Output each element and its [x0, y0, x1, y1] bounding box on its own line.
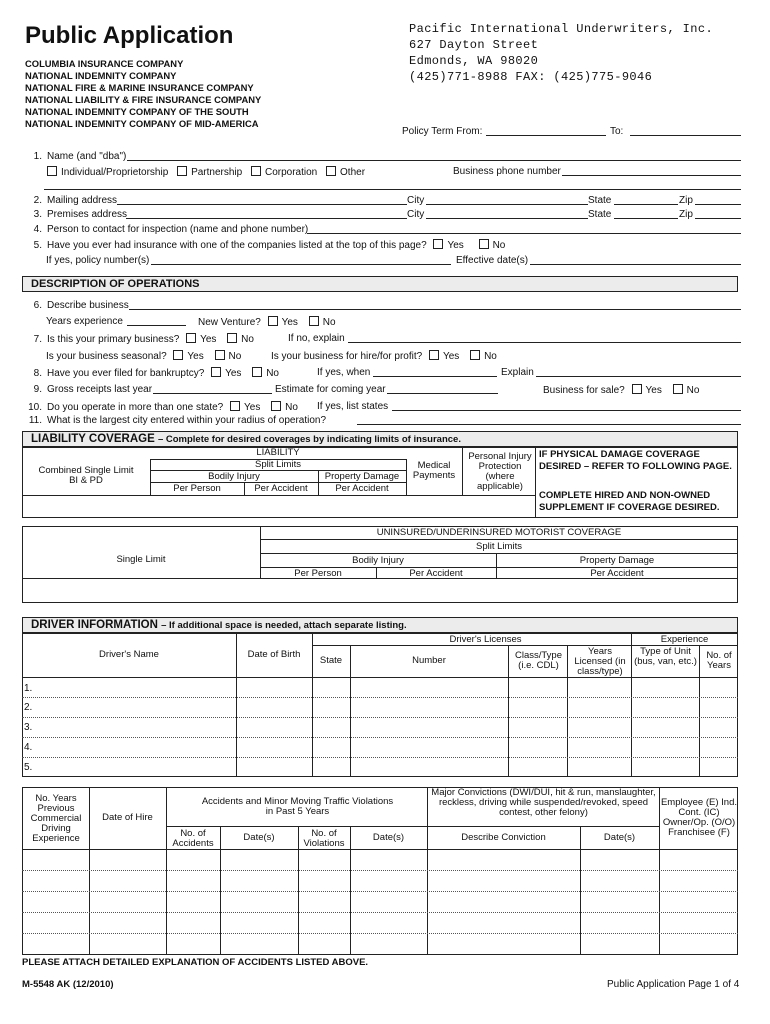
- seasonal-yes-checkbox[interactable]: [173, 350, 183, 360]
- new-venture-no-checkbox[interactable]: [309, 316, 319, 326]
- page-number: Public Application Page 1 of 4: [607, 979, 740, 990]
- inspection-contact-field[interactable]: [307, 233, 741, 234]
- gross-receipts-label: Gross receipts last year: [47, 384, 153, 395]
- name-field[interactable]: [127, 160, 741, 161]
- for-sale-label: Business for sale?: [543, 385, 625, 396]
- for-hire-yes-checkbox[interactable]: [429, 350, 439, 360]
- divider: [166, 826, 659, 827]
- driver-heading: [22, 617, 738, 633]
- q-number: 3.: [33, 209, 42, 220]
- uninsured-heading: UNINSURED/UNDERINSURED MOTORIST COVERAGE: [376, 527, 622, 538]
- policy-term-to-label: To:: [610, 126, 624, 137]
- primary-business-no-checkbox[interactable]: [227, 333, 237, 343]
- driver-row-number: 3.: [24, 722, 33, 733]
- years-licensed-label: Years Licensed (in class/type): [574, 646, 626, 677]
- yes-label: Yes: [187, 351, 204, 362]
- yes-label: Yes: [200, 334, 217, 345]
- explain-label: If no, explain: [288, 333, 345, 344]
- split-limits-label: Split Limits: [255, 459, 301, 470]
- divider: [462, 447, 463, 495]
- estimate-label: Estimate for coming year: [275, 384, 386, 395]
- agency-phone: (425)771-8988 FAX: (425)775-9046: [409, 70, 653, 84]
- row-divider: [22, 933, 738, 934]
- yes-label: Yes: [281, 317, 298, 328]
- effective-date-label: Effective date(s): [456, 255, 529, 266]
- agency-address: [409, 21, 713, 85]
- q-number: 2.: [33, 195, 42, 206]
- divider: [312, 633, 313, 677]
- driver-row-number: 4.: [24, 742, 33, 753]
- premises-address-label: Premises address: [47, 209, 128, 220]
- corporation-checkbox[interactable]: [251, 166, 261, 176]
- mailing-address-label: Mailing address: [47, 195, 118, 206]
- date-of-birth-label: Date of Birth: [247, 649, 301, 660]
- other-label: Other: [340, 167, 366, 178]
- partnership-label: Partnership: [191, 167, 243, 178]
- drivers-licenses-label: Driver's Licenses: [449, 634, 522, 645]
- attach-explanation-note: PLEASE ATTACH DETAILED EXPLANATION OF ACCIDENTS LISTED ABOVE.: [22, 957, 369, 968]
- prior-insurance-yes-checkbox[interactable]: [433, 239, 443, 249]
- per-accident-label: Per Accident: [409, 568, 463, 579]
- primary-business-label: Is this your primary business?: [47, 334, 180, 345]
- policy-number-label: If yes, policy number(s): [46, 255, 150, 266]
- yes-label: Yes: [645, 385, 662, 396]
- no-label: No: [266, 368, 279, 379]
- page-title: Public Application: [25, 22, 234, 49]
- mailing-state-field[interactable]: [614, 204, 678, 205]
- property-damage-label: Property Damage: [579, 555, 655, 566]
- mailing-zip-field[interactable]: [695, 204, 741, 205]
- partnership-checkbox[interactable]: [177, 166, 187, 176]
- single-limit-label: Single Limit: [116, 554, 166, 565]
- divider: [508, 645, 509, 677]
- no-label: No: [686, 385, 700, 396]
- per-person-label: Per Person: [173, 483, 221, 494]
- for-sale-yes-checkbox[interactable]: [632, 384, 642, 394]
- prior-insurance-label: Have you ever had insurance with one of the companies listed at the top of this page?: [47, 240, 427, 251]
- no-label: No: [492, 240, 506, 251]
- multi-state-label: Do you operate in more than one state?: [47, 402, 224, 413]
- per-accident-label: Per Accident: [590, 568, 644, 579]
- mailing-address-field[interactable]: [117, 204, 407, 205]
- driver-row-number: 2.: [24, 702, 33, 713]
- premises-address-field[interactable]: [126, 218, 407, 219]
- driver-name-label: Driver's Name: [99, 649, 159, 660]
- mailing-city-field[interactable]: [426, 204, 588, 205]
- bodily-injury-label: Bodily Injury: [352, 555, 404, 566]
- q-number: 11.: [28, 415, 42, 426]
- divider: [567, 645, 568, 677]
- company-name: NATIONAL FIRE & MARINE INSURANCE COMPANY: [25, 82, 254, 93]
- new-venture-label: New Venture?: [198, 317, 261, 328]
- employee-type-label: Employee (E) Ind. Cont. (IC) Owner/Op. (O/O) Franchisee (F): [660, 797, 738, 838]
- personal-injury-protection-label: Personal Injury Protection (where applicable): [468, 451, 532, 492]
- q2-row: [22, 195, 117, 206]
- driver-title: DRIVER INFORMATION: [31, 619, 158, 631]
- driver-row-number: 1.: [24, 683, 33, 694]
- liability-heading: [22, 431, 738, 447]
- company-name: NATIONAL LIABILITY & FIRE INSURANCE COMPANY: [25, 94, 262, 105]
- divider: [350, 677, 351, 777]
- zip-label: Zip: [679, 209, 693, 220]
- row-divider: [22, 757, 738, 758]
- other-checkbox[interactable]: [326, 166, 336, 176]
- for-hire-label: Is your business for hire/for profit?: [271, 351, 423, 362]
- number-label: Number: [412, 655, 446, 666]
- divider: [699, 677, 700, 777]
- q10-row: [22, 401, 298, 413]
- liability-label: LIABILITY: [256, 447, 300, 458]
- inspection-contact-label: Person to contact for inspection (name and phone number): [47, 224, 309, 235]
- date-of-hire-label: Date of Hire: [102, 812, 153, 823]
- dates-label: Date(s): [603, 832, 636, 843]
- for-sale-row: [543, 384, 699, 396]
- largest-city-label: What is the largest city entered within your radius of operation?: [47, 415, 327, 426]
- liability-title: LIABILITY COVERAGE: [31, 433, 155, 445]
- agency-name: Pacific International Underwriters, Inc.: [409, 22, 714, 36]
- entity-row: [47, 166, 365, 178]
- q1-row: [22, 151, 126, 162]
- when-label: If yes, when: [317, 367, 371, 378]
- hired-non-owned-note: COMPLETE HIRED AND NON-OWNED SUPPLEMENT IF COVERAGE DESIRED.: [539, 490, 720, 513]
- q8-row: [22, 367, 279, 379]
- city-label: City: [407, 195, 425, 206]
- policy-term-from-field[interactable]: [486, 135, 606, 136]
- premises-state-field[interactable]: [614, 218, 678, 219]
- city-label: City: [407, 209, 425, 220]
- divider: [567, 677, 568, 777]
- company-name: NATIONAL INDEMNITY COMPANY OF THE SOUTH: [25, 106, 249, 117]
- company-name: NATIONAL INDEMNITY COMPANY OF MID-AMERICA: [25, 118, 259, 129]
- q5-row: [22, 239, 505, 251]
- describe-business-field[interactable]: [129, 309, 741, 310]
- experience-label: Experience: [660, 634, 709, 645]
- bodily-injury-label: Bodily Injury: [208, 471, 260, 482]
- corporation-label: Corporation: [264, 167, 318, 178]
- years-experience-field[interactable]: [127, 325, 186, 326]
- describe-conviction-label: Describe Conviction: [461, 832, 546, 843]
- divider: [312, 677, 313, 777]
- divider: [535, 447, 536, 518]
- divider: [508, 677, 509, 777]
- class-type-label: Class/Type (i.e. CDL): [515, 650, 562, 671]
- q-number: 7.: [33, 334, 42, 345]
- company-name: NATIONAL INDEMNITY COMPANY: [25, 70, 177, 81]
- effective-date-field[interactable]: [530, 264, 741, 265]
- liability-subtitle: – Complete for desired coverages by indicating limits of insurance.: [157, 434, 461, 445]
- row-divider: [22, 737, 738, 738]
- multi-state-no-checkbox[interactable]: [271, 401, 281, 411]
- new-venture-row: [198, 316, 336, 328]
- premises-city-field[interactable]: [426, 218, 588, 219]
- no-of-accidents-label: No. of Accidents: [172, 828, 214, 849]
- policy-term-from-label: Policy Term From:: [402, 126, 483, 137]
- primary-explain-field[interactable]: [348, 342, 741, 343]
- state-label: State: [319, 655, 343, 666]
- q-number: 1.: [33, 151, 42, 162]
- q-number: 5.: [33, 240, 42, 251]
- estimate-field[interactable]: [387, 393, 498, 394]
- divider: [22, 495, 535, 496]
- medical-payments-label: Medical Payments: [412, 460, 456, 481]
- state-label: State: [588, 195, 612, 206]
- name-label: Name (and "dba"): [47, 151, 127, 162]
- row-divider: [22, 717, 738, 718]
- row-divider: [22, 697, 738, 698]
- divider: [260, 539, 738, 540]
- divider: [406, 459, 407, 495]
- premises-zip-field[interactable]: [695, 218, 741, 219]
- list-states-label: If yes, list states: [317, 401, 389, 412]
- divider: [22, 849, 738, 850]
- explain-label: Explain: [501, 367, 534, 378]
- no-of-violations-label: No. of Violations: [303, 828, 345, 849]
- physical-damage-note: IF PHYSICAL DAMAGE COVERAGE DESIRED – REFER TO FOLLOWING PAGE.: [539, 449, 732, 472]
- years-experience-label: Years experience: [46, 316, 123, 327]
- row-divider: [22, 912, 738, 913]
- company-list: [25, 58, 261, 130]
- q9-row: [22, 384, 152, 395]
- driver-row-number: 5.: [24, 762, 33, 773]
- prior-insurance-no-checkbox[interactable]: [479, 239, 489, 249]
- q4-row: [22, 224, 308, 235]
- per-accident-label: Per Accident: [254, 483, 308, 494]
- yes-label: Yes: [442, 351, 460, 362]
- state-label: State: [588, 209, 612, 220]
- driver-subtitle: – If additional space is needed, attach separate listing.: [161, 620, 407, 631]
- for-hire-row: [271, 350, 497, 362]
- seasonal-no-checkbox[interactable]: [215, 350, 225, 360]
- business-phone-label: Business phone number: [453, 166, 561, 177]
- split-limits-label: Split Limits: [476, 541, 522, 552]
- divider: [22, 578, 738, 579]
- no-of-years-label: No. of Years: [706, 650, 732, 671]
- q3-row: [22, 209, 127, 220]
- per-person-label: Per Person: [294, 568, 342, 579]
- q-number: 9.: [33, 384, 42, 395]
- divider: [166, 787, 167, 955]
- blank-line[interactable]: [44, 189, 741, 190]
- policy-number-field[interactable]: [151, 264, 451, 265]
- yes-label: Yes: [244, 402, 261, 413]
- bankruptcy-explain-field[interactable]: [536, 376, 741, 377]
- seasonal-label: Is your business seasonal?: [46, 351, 167, 362]
- for-hire-no-checkbox[interactable]: [470, 350, 480, 360]
- no-label: No: [241, 334, 254, 345]
- row-divider: [22, 870, 738, 871]
- q6-row: [22, 300, 129, 311]
- yes-label: Yes: [447, 240, 464, 251]
- no-label: No: [484, 351, 497, 362]
- dates-label: Date(s): [372, 832, 405, 843]
- for-sale-no-checkbox[interactable]: [673, 384, 683, 394]
- seasonal-row: [46, 350, 241, 362]
- individual-checkbox[interactable]: [47, 166, 57, 176]
- agency-street: 627 Dayton Street: [409, 38, 539, 52]
- q-number: 6.: [33, 300, 42, 311]
- accidents-violations-label: Accidents and Minor Moving Traffic Violations in Past 5 Years: [201, 796, 394, 817]
- bankruptcy-yes-checkbox[interactable]: [211, 367, 221, 377]
- largest-city-field[interactable]: [357, 424, 741, 425]
- q-number: 10.: [28, 402, 42, 413]
- new-venture-yes-checkbox[interactable]: [268, 316, 278, 326]
- combined-single-limit-label: Combined Single Limit BI & PD: [38, 465, 134, 486]
- divider: [236, 677, 237, 777]
- primary-business-yes-checkbox[interactable]: [186, 333, 196, 343]
- no-label: No: [285, 402, 298, 413]
- commercial-experience-label: No. Years Previous Commercial Driving Experience: [30, 793, 82, 844]
- divider: [260, 553, 738, 554]
- no-label: No: [322, 317, 336, 328]
- policy-term-to-field[interactable]: [630, 135, 741, 136]
- operations-heading: DESCRIPTION OF OPERATIONS: [22, 276, 738, 292]
- company-name: COLUMBIA INSURANCE COMPANY: [25, 58, 184, 69]
- divider: [631, 677, 632, 777]
- zip-label: Zip: [679, 195, 693, 206]
- form-id: M-5548 AK (12/2010): [22, 979, 114, 990]
- type-of-unit-label: Type of Unit (bus, van, etc.): [634, 646, 697, 667]
- q-number: 4.: [33, 224, 42, 235]
- property-damage-label: Property Damage: [324, 471, 400, 482]
- multi-state-yes-checkbox[interactable]: [230, 401, 240, 411]
- list-states-field[interactable]: [392, 410, 741, 411]
- per-accident-label: Per Accident: [335, 483, 389, 494]
- individual-label: Individual/Proprietorship: [61, 167, 169, 178]
- q7-row: [22, 333, 254, 345]
- agency-city: Edmonds, WA 98020: [409, 54, 539, 68]
- bankruptcy-when-field[interactable]: [373, 376, 497, 377]
- bankruptcy-label: Have you ever filed for bankruptcy?: [47, 368, 205, 379]
- yes-label: Yes: [225, 368, 242, 379]
- bankruptcy-no-checkbox[interactable]: [252, 367, 262, 377]
- q-number: 8.: [33, 368, 42, 379]
- business-phone-field[interactable]: [562, 175, 741, 176]
- major-convictions-label: Major Convictions (DWI/DUI, hit & run, manslaughter, reckless, driving while suspended/revoked, speed contest, other felony): [431, 787, 656, 818]
- describe-business-label: Describe business: [47, 300, 129, 311]
- gross-receipts-field[interactable]: [153, 393, 272, 394]
- q11-row: [22, 415, 326, 426]
- no-label: No: [228, 351, 242, 362]
- dates-label: Date(s): [243, 832, 275, 843]
- row-divider: [22, 891, 738, 892]
